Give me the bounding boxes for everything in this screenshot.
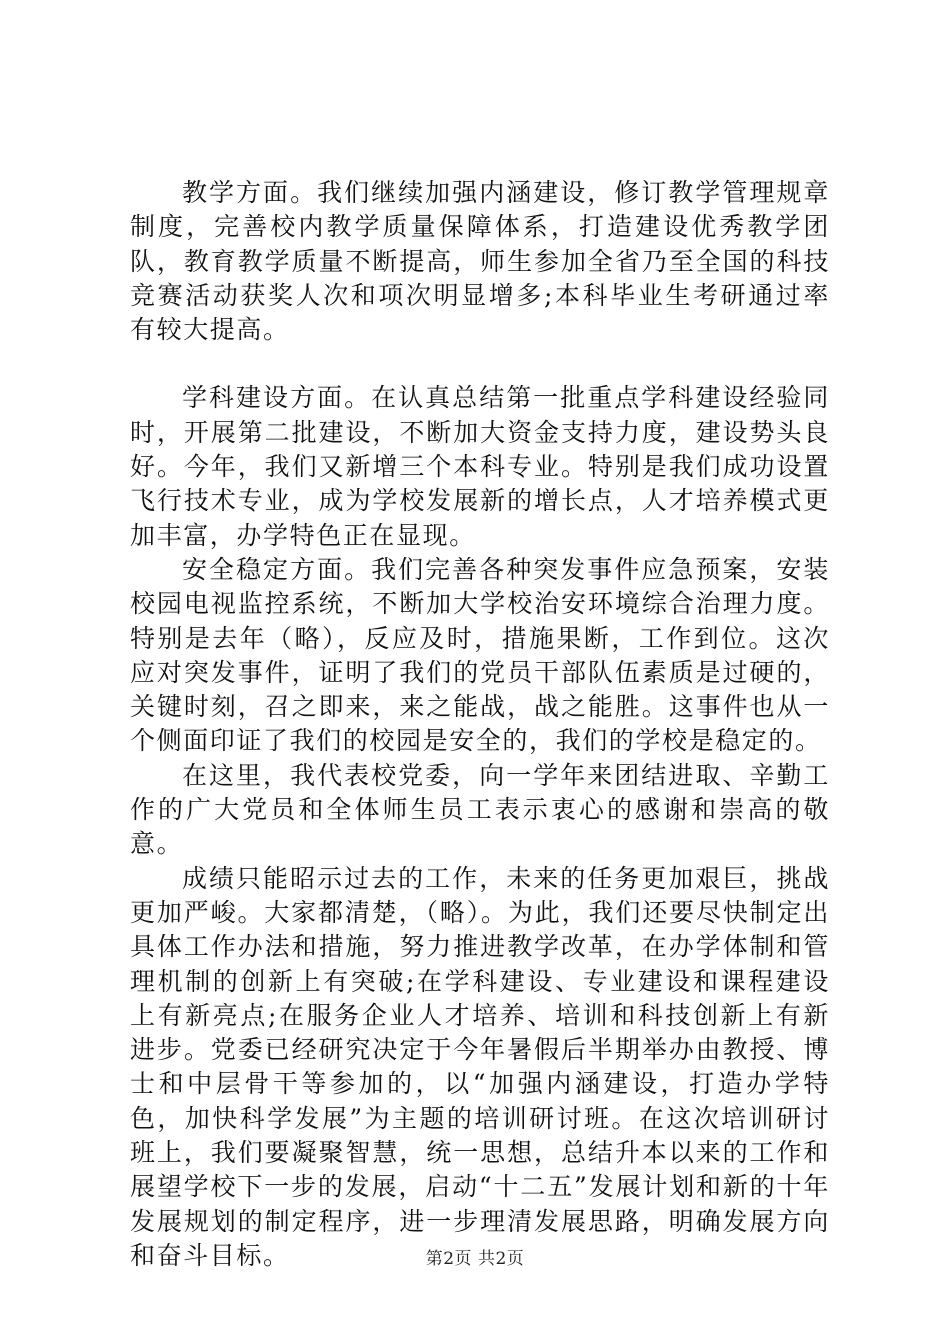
paragraph-gratitude: 在这里，我代表校党委，向一学年来团结进取、辛勤工作的广大党员和全体师生员工表示衷心的感谢和崇高的敬意。 (130, 760, 830, 859)
paragraph-teaching: 教学方面。我们继续加强内涵建设，修订教学管理规章制度，完善校内教学质量保障体系，打造建设优秀教学团队，教育教学质量不断提高，师生参加全省乃至全国的科技竞赛活动获奖人次和项次明显增多;本科毕业生考研通过率有较大提高。 (130, 178, 830, 345)
page-number-footer: 第2页 共2页 (425, 1249, 525, 1269)
paragraph-future-tasks: 成绩只能昭示过去的工作，未来的任务更加艰巨，挑战更加严峻。大家都清楚，（略）。为此，我们还要尽快制定出具体工作办法和措施，努力推进教学改革，在办学体制和管理机制的创新上有突破;在学科建设、专业建设和课程建设上有新亮点;在服务企业人才培养、培训和科技创新上有新进步。党委已经研究决定于今年暑假后半期举办由教授、博士和中层骨干等参加的，以“加强内涵建设，打造办学特色，加快科学发展”为主题的培训研讨班。在这次培训研讨班上，我们要凝聚智慧，统一思想，总结升本以来的工作和展望学校下一步的发展，启动“十二五”发展计划和新的十年发展规划的制定程序，进一步理清发展思路，明确发展方向和奋斗目标。 (130, 863, 830, 1270)
paragraph-discipline-construction: 学科建设方面。在认真总结第一批重点学科建设经验同时，开展第二批建设，不断加大资金支持力度，建设势头良好。今年，我们又新增三个本科专业。特别是我们成功设置飞行技术专业，成为学校发展新的增长点，人才培养模式更加丰富，办学特色正在显现。 (130, 383, 830, 550)
document-body (130, 176, 830, 1273)
paragraph-safety-stability: 安全稳定方面。我们完善各种突发事件应急预案，安装校园电视监控系统，不断加大学校治安环境综合治理力度。特别是去年（略），反应及时，措施果断，工作到位。这次应对突发事件，证明了我们的党员干部队伍素质是过硬的，关键时刻，召之即来，来之能战，战之能胜。这事件也从一个侧面印证了我们的校园是安全的，我们的学校是稳定的。 (130, 554, 830, 756)
